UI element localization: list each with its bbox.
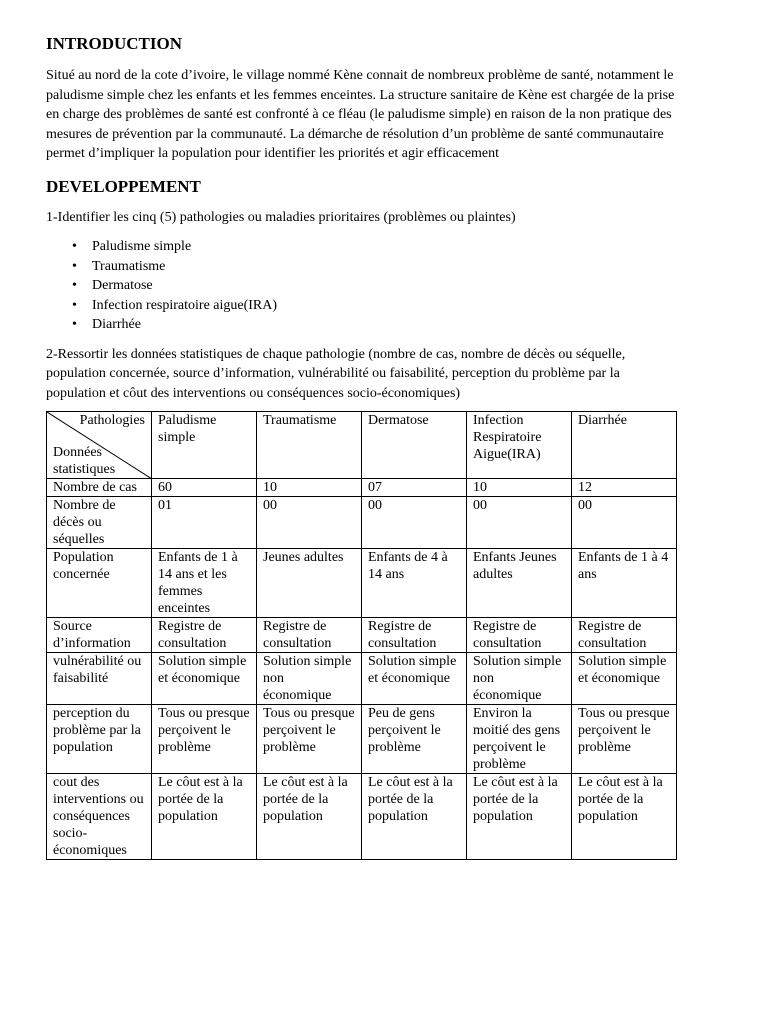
table-cell: Peu de gens perçoivent le problème [362,705,467,774]
table-cell: 07 [362,479,467,497]
column-header: Paludisme simple [152,412,257,479]
row-label: Nombre de décès ou séquelles [47,497,152,549]
table-cell: Solution simple non économique [467,653,572,705]
table-cell: 01 [152,497,257,549]
list-item: • Dermatose [92,276,676,296]
table-cell: 00 [362,497,467,549]
developpement-heading: DEVELOPPEMENT [46,176,201,196]
table-cell: 00 [257,497,362,549]
list-item: • Diarrhée [92,315,676,335]
introduction-heading: INTRODUCTION [46,34,183,53]
table-cell: 60 [152,479,257,497]
table-cell: Registre de consultation [467,618,572,653]
table-row [47,497,677,549]
table-cell: Registre de consultation [572,618,677,653]
table-cell: Solution simple et économique [152,653,257,705]
corner-label-pathologies: Pathologies [79,413,145,428]
row-label: perception du problème par la population [47,705,152,774]
list-item: • Paludisme simple [92,237,676,257]
table-cell: 00 [467,497,572,549]
table-cell: Enfants de 1 à 4 ans [572,549,677,618]
table-cell: Registre de consultation [152,618,257,653]
row-label: vulnérabilité ou faisabilité [47,653,152,705]
table-cell: Enfants Jeunes adultes [467,549,572,618]
table-cell: 10 [467,479,572,497]
corner-label-donnees: Données statistiques [53,445,116,477]
column-header: Diarrhée [572,412,677,479]
statistics-table [46,411,677,860]
table-row [47,618,677,653]
table-cell: Tous ou presque perçoivent le problème [257,705,362,774]
table-row [47,774,677,860]
table-row [47,653,677,705]
table-corner-cell [47,412,152,479]
table-cell: Solution simple et économique [362,653,467,705]
table-header-row [47,412,677,479]
table-cell: Jeunes adultes [257,549,362,618]
question-1: 1-Identifier les cinq (5) pathologies ou maladies prioritaires (problèmes ou plaintes) [46,209,516,225]
list-item: • Infection respiratoire aigue(IRA) [92,296,676,316]
table-row [47,479,677,497]
table-cell: 10 [257,479,362,497]
table-cell: Environ la moitié des gens perçoivent le problème [467,705,572,774]
question-2: 2-Ressortir les données statistiques de chaque pathologie (nombre de cas, nombre de décès ou séquelle, population concernée, source d’information, vulnérabilité ou faisabilité, perception du problème par la population et côut des interventions ou conséquences socio-économiques) [46,346,626,401]
document-page [46,33,676,860]
table-cell: Enfants de 1 à 14 ans et les femmes enceintes [152,549,257,618]
table-cell: Solution simple et économique [572,653,677,705]
table-cell: Registre de consultation [257,618,362,653]
table-cell: Le côut est à la portée de la population [152,774,257,860]
table-cell: Le côut est à la portée de la population [362,774,467,860]
table-cell: 00 [572,497,677,549]
row-label: Source d’information [47,618,152,653]
row-label: Nombre de cas [47,479,152,497]
table-cell: Tous ou presque perçoivent le problème [572,705,677,774]
table-cell: Le côut est à la portée de la population [467,774,572,860]
row-label: cout des interventions ou conséquences socio-économiques [47,774,152,860]
column-header: Traumatisme [257,412,362,479]
column-header: Dermatose [362,412,467,479]
table-cell: Solution simple non économique [257,653,362,705]
introduction-paragraph: Situé au nord de la cote d’ivoire, le village nommé Kène connait de nombreux problème de santé, notamment le paludisme simple chez les enfants et les femmes enceintes. La structure sanitaire de Kène est chargée de la prise en charge des problèmes de santé est confronté à ce fléau (le paludisme simple) en raison de la non pratique des mesures de prévention par la communauté. La démarche de résolution d’un problème de santé communautaire permet d’impliquer la population pour identifier les priorités et agir efficacement [46,68,675,161]
pathologies-list [46,237,676,335]
table-cell: Le côut est à la portée de la population [257,774,362,860]
column-header: Infection Respiratoire Aigue(IRA) [467,412,572,479]
table-row [47,705,677,774]
list-item: • Traumatisme [92,257,676,277]
table-cell: 12 [572,479,677,497]
table-cell: Registre de consultation [362,618,467,653]
table-cell: Le côut est à la portée de la population [572,774,677,860]
table-row [47,549,677,618]
table-cell: Enfants de 4 à 14 ans [362,549,467,618]
row-label: Population concernée [47,549,152,618]
table-cell: Tous ou presque perçoivent le problème [152,705,257,774]
